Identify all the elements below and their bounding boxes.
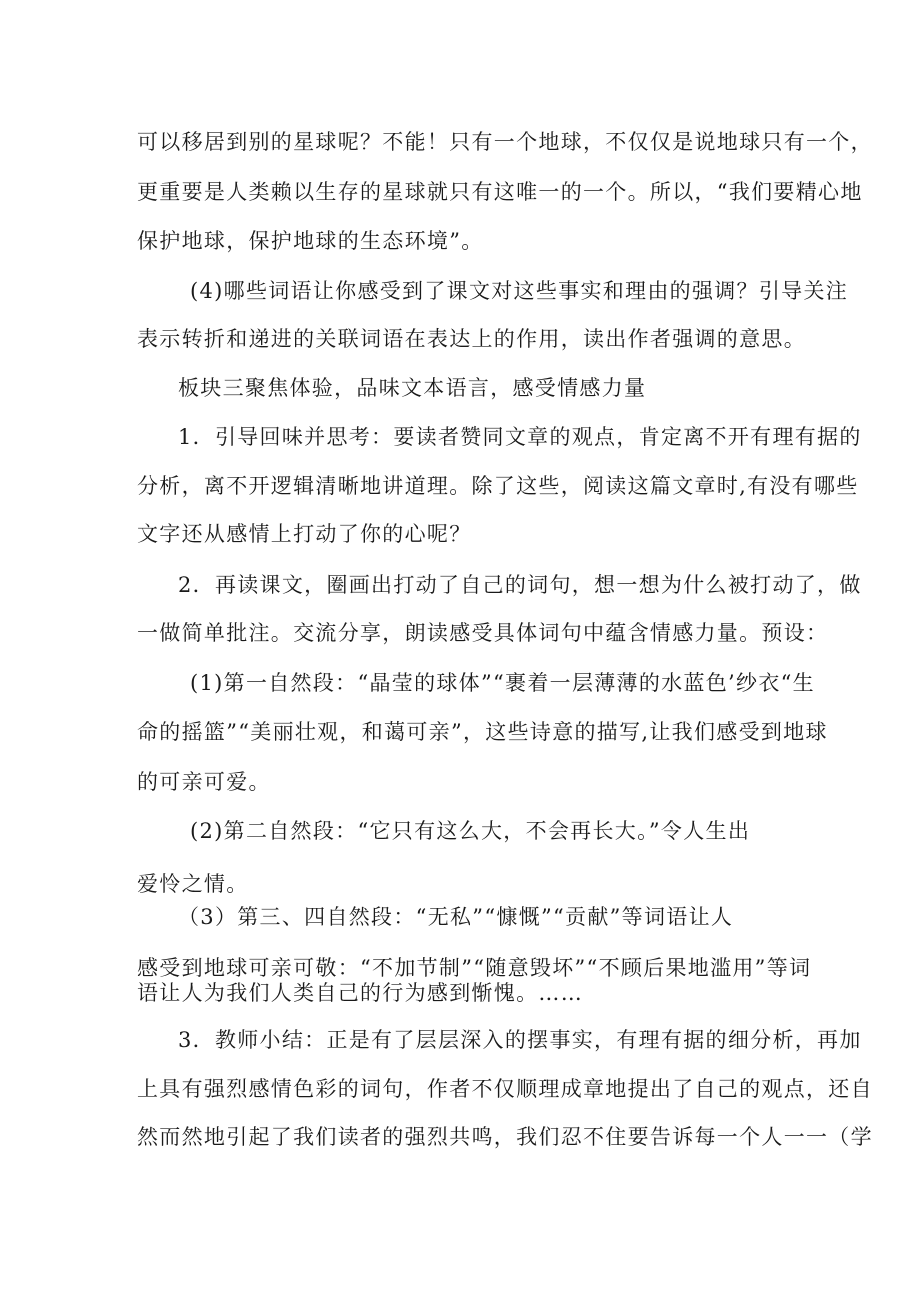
text-line: 命的摇篮”“美丽壮观，和蔼可亲”，这些诗意的描写,让我们感受到地球: [137, 720, 828, 744]
text-line: 3．教师小结：正是有了层层深入的摆事实，有理有据的细分析，再加: [178, 1028, 862, 1052]
text-line: 感受到地球可亲可敬：“不加节制”“随意毁坏”“不顾后果地滥用”等词: [137, 956, 812, 980]
text-line: (2)第二自然段：“它只有这么大，不会再长大。”令人生出: [190, 819, 751, 843]
text-line: （3）第三、四自然段：“无私”“慷慨”“贡献”等词语让人: [178, 905, 734, 929]
text-line: 1．引导回味并思考：要读者赞同文章的观点，肯定离不开有理有据的: [178, 425, 862, 449]
text-line: 可以移居到别的星球呢？不能！只有一个地球，不仅仅是说地球只有一个，: [137, 130, 873, 154]
text-line: 语让人为我们人类自己的行为感到惭愧。……: [137, 981, 583, 1005]
text-line: (4)哪些词语让你感受到了课文对这些事实和理由的强调？引导关注: [190, 279, 849, 303]
text-line: 保护地球，保护地球的生态环境”。: [137, 229, 484, 253]
text-line: 爱怜之情。: [137, 872, 249, 896]
section-heading: 板块三聚焦体验，品味文本语言，感受情感力量: [178, 376, 647, 400]
text-line: 然而然地引起了我们读者的强烈共鸣，我们忍不住要告诉每一个人一一（学: [137, 1125, 873, 1149]
text-line: (1)第一自然段：“晶莹的球体”“裹着一层薄薄的水蓝色’纱衣“生: [190, 671, 815, 695]
text-line: 文字还从感情上打动了你的心呢？: [137, 522, 472, 546]
text-line: 2．再读课文，圈画出打动了自己的词句，想一想为什么被打动了，做: [178, 573, 862, 597]
text-line: 上具有强烈感情色彩的词句，作者不仅顺理成章地提出了自己的观点，还自: [137, 1077, 873, 1101]
text-line: 更重要是人类赖以生存的星球就只有这唯一的一个。所以，“我们要精心地: [137, 180, 863, 204]
text-line: 分析，离不开逻辑清晰地讲道理。除了这些，阅读这篇文章时,有没有哪些: [137, 474, 859, 498]
text-line: 的可亲可爱。: [137, 770, 271, 794]
text-line: 表示转折和递进的关联词语在表达上的作用，读出作者强调的意思。: [137, 327, 806, 351]
text-line: 一做简单批注。交流分享，朗读感受具体词句中蕴含情感力量。预设：: [137, 621, 829, 645]
